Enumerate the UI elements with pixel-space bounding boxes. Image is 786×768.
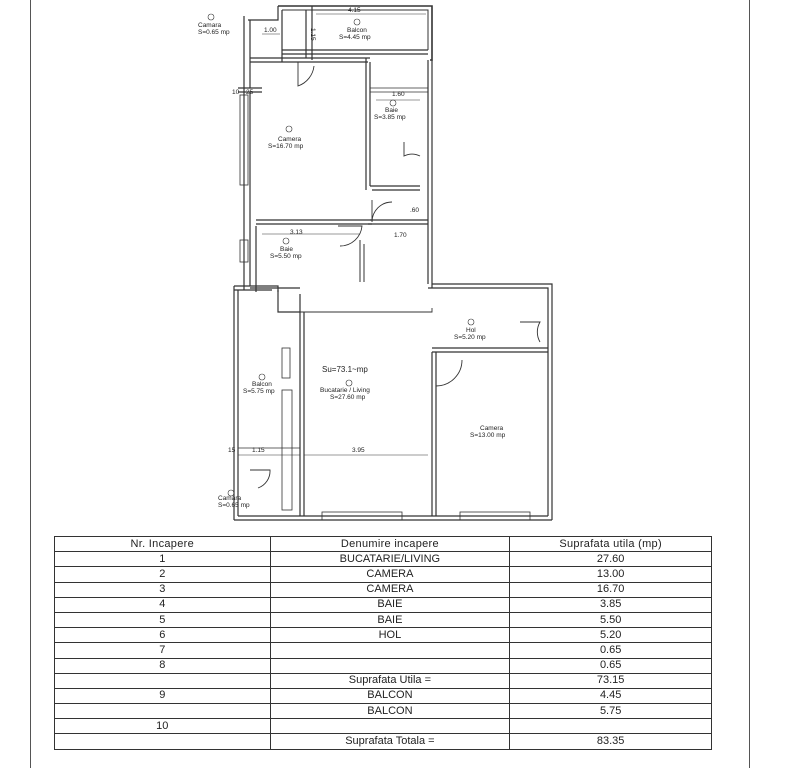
cell-nr: 4 xyxy=(55,597,271,612)
table-row xyxy=(55,673,712,688)
room-6-area: S=5.20 mp xyxy=(454,334,486,341)
cell-area: 83.35 xyxy=(510,734,712,749)
dim-25: 25 xyxy=(246,89,254,96)
room-8-name: Camara xyxy=(218,495,242,502)
cell-name: CAMERA xyxy=(270,582,510,597)
cell-nr: 6 xyxy=(55,628,271,643)
room-2-name: Camera xyxy=(480,425,504,432)
dim-115-top: 1.15 xyxy=(309,28,316,41)
table-row xyxy=(55,612,712,627)
room-10-name: Balcon xyxy=(252,381,272,388)
cell-nr xyxy=(55,704,271,719)
cell-name xyxy=(270,658,510,673)
cell-name: BALCON xyxy=(270,704,510,719)
cell-nr xyxy=(55,734,271,749)
table-header-row xyxy=(55,537,712,552)
cell-area: 16.70 xyxy=(510,582,712,597)
table-row xyxy=(55,628,712,643)
cell-nr: 9 xyxy=(55,688,271,703)
room-9-area: S=4.45 mp xyxy=(339,34,371,41)
cell-area: 27.60 xyxy=(510,552,712,567)
cell-name: Suprafata Totala = xyxy=(270,734,510,749)
cell-name: BAIE xyxy=(270,612,510,627)
table-row xyxy=(55,658,712,673)
cell-area: 4.45 xyxy=(510,688,712,703)
header-name: Denumire incapere xyxy=(270,537,510,552)
room-7-area: S=0.65 mp xyxy=(198,29,230,36)
dim-415: 4.15 xyxy=(348,7,361,14)
cell-name: CAMERA xyxy=(270,567,510,582)
cell-name xyxy=(270,719,510,734)
dim-170: 1.70 xyxy=(394,232,407,239)
cell-area: 3.85 xyxy=(510,597,712,612)
cell-nr: 2 xyxy=(55,567,271,582)
cell-nr: 3 xyxy=(55,582,271,597)
room-4-area: S=3.85 mp xyxy=(374,114,406,121)
cell-area xyxy=(510,719,712,734)
table-row xyxy=(55,704,712,719)
table-row xyxy=(55,643,712,658)
cell-name xyxy=(270,643,510,658)
dim-115-bottom: 1.15 xyxy=(252,447,265,454)
room-7-name: Camara xyxy=(198,22,222,29)
room-10-area: S=5.75 mp xyxy=(243,388,275,395)
room-8-area: S=0.65 mp xyxy=(218,502,250,509)
dim-395: 3.95 xyxy=(352,447,365,454)
cell-name: HOL xyxy=(270,628,510,643)
table-row xyxy=(55,734,712,749)
room-9-name: Balcon xyxy=(347,27,367,34)
dim-60: .60 xyxy=(410,207,420,214)
table-row xyxy=(55,567,712,582)
room-3-area: S=16.70 mp xyxy=(268,143,304,150)
room-5-area: S=5.50 mp xyxy=(270,253,302,260)
header-nr: Nr. Incapere xyxy=(55,537,271,552)
room-1-name: Bucatarie / Living xyxy=(320,387,370,394)
cell-area: 5.20 xyxy=(510,628,712,643)
cell-nr xyxy=(55,673,271,688)
dim-15: 15 xyxy=(228,447,236,454)
room-4-name: Baie xyxy=(385,107,399,114)
cell-name: BALCON xyxy=(270,688,510,703)
cell-nr: 1 xyxy=(55,552,271,567)
cell-nr: 8 xyxy=(55,658,271,673)
table-row xyxy=(55,719,712,734)
room-2-area: S=13.00 mp xyxy=(470,432,506,439)
cell-name: BUCATARIE/LIVING xyxy=(270,552,510,567)
table-row xyxy=(55,552,712,567)
dim-10: 10 xyxy=(232,89,240,96)
cell-nr: 7 xyxy=(55,643,271,658)
table-row xyxy=(55,688,712,703)
cell-nr: 5 xyxy=(55,612,271,627)
cell-name: Suprafata Utila = xyxy=(270,673,510,688)
cell-nr: 10 xyxy=(55,719,271,734)
dim-100: 1.00 xyxy=(264,27,277,34)
rooms-table xyxy=(54,536,712,750)
room-6-name: Hol xyxy=(466,327,476,334)
cell-area: 73.15 xyxy=(510,673,712,688)
cell-area: 5.50 xyxy=(510,612,712,627)
cell-area: 13.00 xyxy=(510,567,712,582)
cell-area: 0.65 xyxy=(510,643,712,658)
table-row xyxy=(55,597,712,612)
dim-313: 3.13 xyxy=(290,229,303,236)
room-1-area: S=27.60 mp xyxy=(330,394,366,401)
cell-name: BAIE xyxy=(270,597,510,612)
cell-area: 5.75 xyxy=(510,704,712,719)
room-5-name: Baie xyxy=(280,246,294,253)
header-area: Suprafata utila (mp) xyxy=(510,537,712,552)
total-label: Su=73.1~mp xyxy=(322,365,368,374)
cell-area: 0.65 xyxy=(510,658,712,673)
room-3-name: Camera xyxy=(278,136,302,143)
dim-160: 1.60 xyxy=(392,91,405,98)
table-row xyxy=(55,582,712,597)
